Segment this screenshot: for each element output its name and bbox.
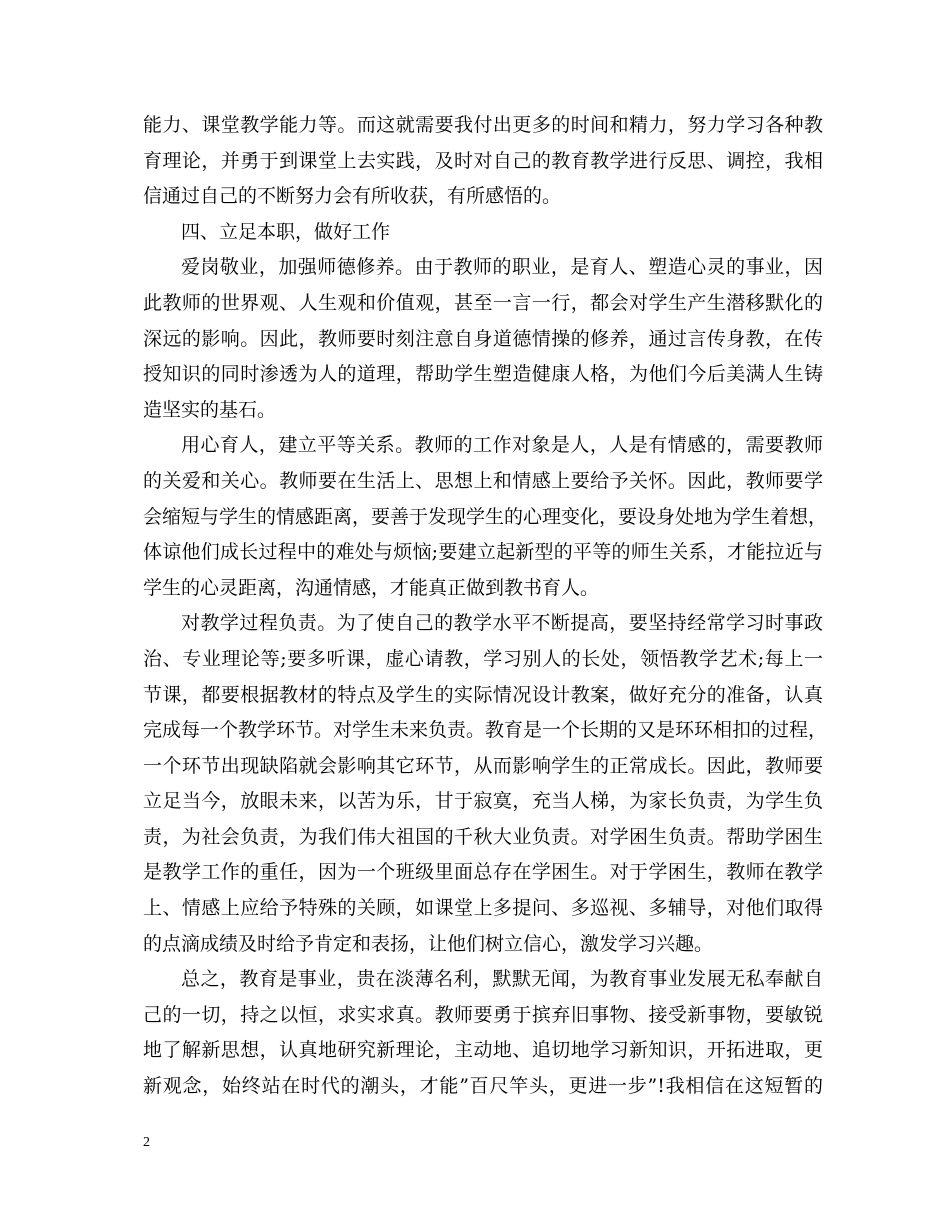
text-line: 责，为社会负责，为我们伟大祖国的千秋大业负责。对学困生负责。帮助学困生 xyxy=(143,825,823,848)
text-line: 治、专业理论等;要多听课，虚心请教，学习别人的长处，领悟教学艺术;每上一 xyxy=(143,647,823,670)
page-number: 2 xyxy=(143,1135,150,1150)
text-line: 学生的心灵距离，沟通情感，才能真正做到教书育人。 xyxy=(143,576,600,599)
text-line: 己的一切，持之以恒，求实求真。教师要勇于摈弃旧事物、接受新事物，要敏锐 xyxy=(143,1003,823,1026)
text-line: 用心育人，建立平等关系。教师的工作对象是人，人是有情感的，需要教师 xyxy=(181,434,823,457)
text-line: 造坚实的基石。 xyxy=(143,398,277,421)
text-line: 信通过自己的不断努力会有所收获，有所感悟的。 xyxy=(143,185,562,208)
text-line: 新观念，始终站在时代的潮头，才能”百尺竿头，更进一步”!我相信在这短暂的 xyxy=(143,1075,823,1098)
text-line: 立足当今，放眼未来，以苦为乐，甘于寂寞，充当人梯，为家长负责，为学生负 xyxy=(143,790,823,813)
text-line: 的关爱和关心。教师要在生活上、思想上和情感上要给予关怀。因此，教师要学 xyxy=(143,469,823,492)
text-line: 此教师的世界观、人生观和价值观，甚至一言一行，都会对学生产生潜移默化的 xyxy=(143,291,823,314)
document-body xyxy=(143,108,828,1105)
text-line: 体谅他们成长过程中的难处与烦恼;要建立起新型的平等的师生关系，才能拉近与 xyxy=(143,541,823,564)
text-line: 授知识的同时渗透为人的道理，帮助学生塑造健康人格，为他们今后美满人生铸 xyxy=(143,363,823,386)
text-line: 一个环节出现缺陷就会影响其它环节，从而影响学生的正常成长。因此，教师要 xyxy=(143,754,823,777)
text-line: 的点滴成绩及时给予肯定和表扬，让他们树立信心，激发学习兴趣。 xyxy=(143,932,714,955)
text-line: 地了解新思想，认真地研究新理论，主动地、追切地学习新知识，开拓进取，更 xyxy=(143,1039,823,1062)
text-line: 节课，都要根据教材的特点及学生的实际情况设计教案，做好充分的准备，认真 xyxy=(143,683,823,706)
text-line: 四、立足本职，做好工作 xyxy=(181,220,391,243)
text-line: 能力、课堂教学能力等。而这就需要我付出更多的时间和精力，努力学习各种教 xyxy=(143,114,823,136)
text-line: 对教学过程负责。为了使自己的教学水平不断提高，要坚持经常学习时事政 xyxy=(181,612,823,635)
text-line: 总之，教育是事业，贵在淡薄名利，默默无闻，为教育事业发展无私奉献自 xyxy=(181,968,823,991)
text-line: 是教学工作的重任，因为一个班级里面总存在学困生。对于学困生，教师在教学 xyxy=(143,861,823,884)
text-line: 爱岗敬业，加强师德修养。由于教师的职业，是育人、塑造心灵的事业，因 xyxy=(181,256,823,279)
text-line: 完成每一个教学环节。对学生未来负责。教育是一个长期的又是环环相扣的过程， xyxy=(143,719,828,742)
text-line: 上、情感上应给予特殊的关顾，如课堂上多提问、多巡视、多辅导，对他们取得 xyxy=(143,897,823,920)
text-line: 会缩短与学生的情感距离，要善于发现学生的心理变化，要设身处地为学生着想， xyxy=(143,505,828,528)
text-line: 深远的影响。因此，教师要时刻注意自身道德情操的修养，通过言传身教，在传 xyxy=(143,327,823,350)
text-line: 育理论，并勇于到课堂上去实践，及时对自己的教育教学进行反思、调控，我相 xyxy=(143,149,823,172)
